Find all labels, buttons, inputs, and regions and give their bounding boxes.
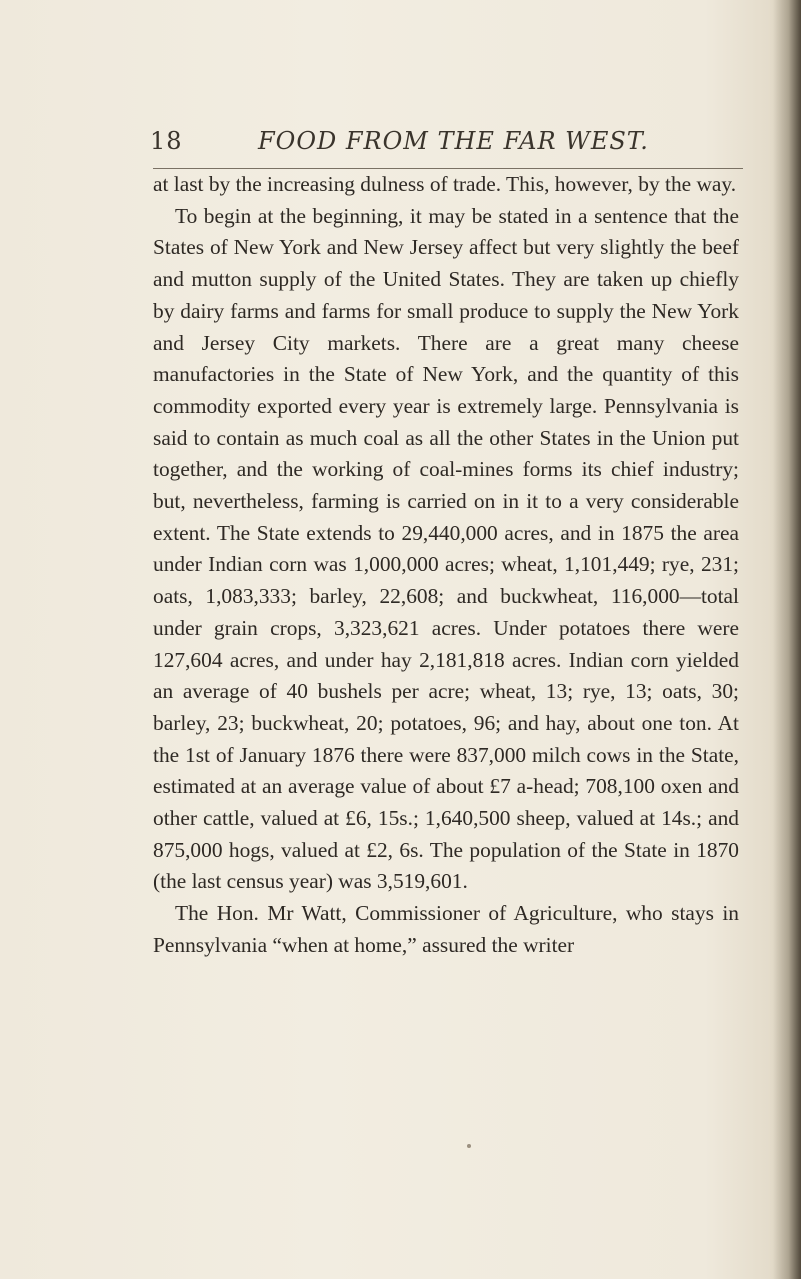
- paragraph-watt: The Hon. Mr Watt, Commissioner of Agriculture, who stays in Pennsylvania “when at home,” assured the writer: [153, 901, 739, 957]
- running-title: FOOD FROM THE FAR WEST.: [258, 127, 649, 155]
- page-number: 18: [150, 127, 183, 155]
- paragraph-statistics: To begin at the beginning, it may be stated in a sentence that the States of New York and New Jersey affect but very slightly the beef and mutton supply of the United States. They are taken up chiefly by dairy farms and farms for small produce to supply the New York and Jersey City markets. There are a great many cheese manufactories in the State of New York, and the quantity of this commodity exported every year is extremely large. Pennsylvania is said to contain as much coal as all the other States in the Union put together, and the working of coal-mines forms its chief industry; but, nevertheless, farming is carried on in it to a very considerable extent. The State extends to 29,440,000 acres, and in 1875 the area under Indian corn was 1,000,000 acres; wheat, 1,101,449; rye, 231; oats, 1,083,333; barley, 22,608; and buckwheat, 116,000—total under grain crops, 3,323,621 acres. Under potatoes there were 127,604 acres, and under hay 2,181,818 acres. Indian corn yielded an average of 40 bushels per acre; wheat, 13; rye, 13; oats, 30; barley, 23; buckwheat, 20; potatoes, 96; and hay, about one ton. At the 1st of January 1876 there were 837,000 milch cows in the State, estimated at an average value of about £7 a-head; 708,100 oxen and other cattle, valued at £6, 15s.; 1,640,500 sheep, valued at 14s.; and 875,000 hogs, valued at £2, 6s. The population of the State in 1870 (the last census year) was 3,519,601.: [153, 203, 739, 894]
- binding-edge-shadow: [773, 0, 801, 1279]
- body-text: [153, 169, 739, 962]
- page-header: [150, 127, 745, 163]
- paper-speck: [467, 1144, 471, 1148]
- paragraph-continuation: at last by the increasing dulness of trade. This, however, by the way.: [153, 172, 737, 196]
